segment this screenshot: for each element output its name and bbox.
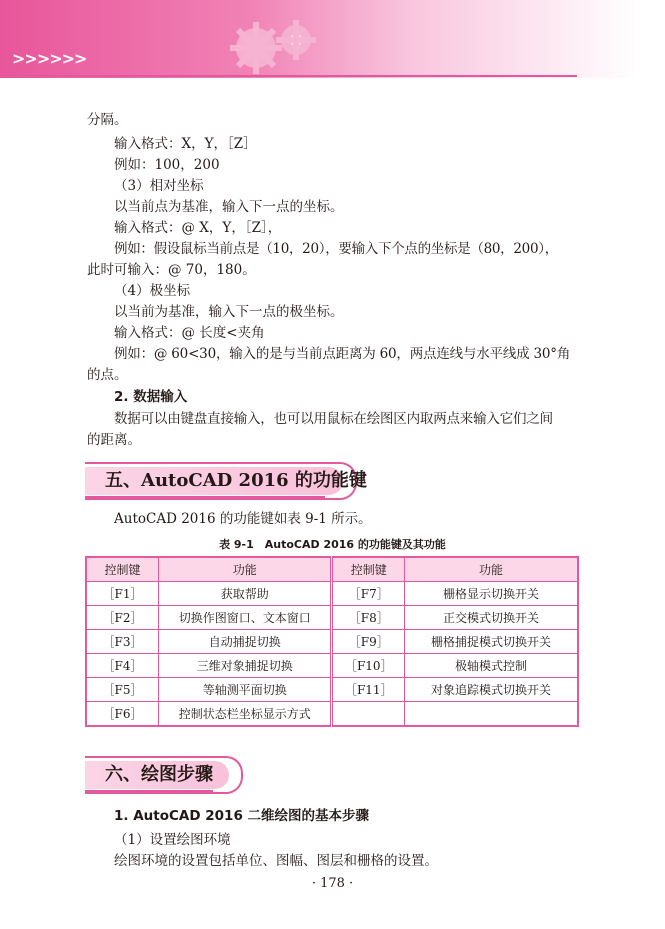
page-header-band (0, 0, 665, 78)
text-line: 例如：100，200 (114, 157, 220, 173)
table-cell: ［F9］ (332, 630, 405, 654)
table-cell: ［F2］ (86, 606, 159, 630)
text-line: 例如：假设鼠标当前点是（10，20），要输入下个点的坐标是（80，200）， (114, 241, 558, 257)
column-header: 功能 (159, 557, 332, 582)
text-line: （3）相对坐标 (114, 178, 204, 194)
table-row (86, 654, 578, 678)
function-key-table (85, 556, 579, 727)
table-cell: 获取帮助 (159, 582, 332, 606)
subheading: 1. AutoCAD 2016 二维绘图的基本步骤 (114, 808, 370, 824)
text-line: 以当前为基准，输入下一点的极坐标。 (114, 304, 344, 320)
table-cell: ［F8］ (332, 606, 405, 630)
section-title: 五、AutoCAD 2016 的功能键 (105, 470, 367, 491)
table-cell: ［F5］ (86, 678, 159, 702)
table-cell: 极轴模式控制 (405, 654, 578, 678)
text-line: （4）极坐标 (114, 283, 191, 299)
table-cell (332, 702, 405, 727)
subheading: 2. 数据输入 (114, 389, 188, 405)
table-row (86, 606, 578, 630)
table-cell: ［F4］ (86, 654, 159, 678)
table-caption: 表 9-1 AutoCAD 2016 的功能键及其功能 (219, 538, 446, 551)
column-header: 控制键 (86, 557, 159, 582)
table-cell: 栅格捕捉模式切换开关 (405, 630, 578, 654)
table-cell: ［F11］ (332, 678, 405, 702)
table-row (86, 678, 578, 702)
table-cell: 自动捕捉切换 (159, 630, 332, 654)
table-cell: 控制状态栏坐标显示方式 (159, 702, 332, 727)
table-row (86, 702, 578, 727)
table-cell: ［F6］ (86, 702, 159, 727)
text-line: 输入格式：@ 长度<夹角 (114, 325, 265, 341)
column-header: 控制键 (332, 557, 405, 582)
section-title: 六、绘图步骤 (105, 764, 213, 785)
table-cell: 栅格显示切换开关 (405, 582, 578, 606)
section-underline (85, 496, 325, 498)
text-line: 的距离。 (87, 432, 141, 448)
page-number: · 178 · (311, 876, 354, 891)
gears-icon (218, 12, 328, 76)
text-line: 例如：@ 60<30，输入的是与当前点距离为 60，两点连线与水平线成 30°角 (114, 346, 571, 362)
text-line: 输入格式：@ X，Y，［Z］， (114, 220, 282, 236)
section-header (85, 756, 243, 794)
table-cell: 等轴测平面切换 (159, 678, 332, 702)
table-cell: ［F3］ (86, 630, 159, 654)
table-row (86, 630, 578, 654)
text-line: 绘图环境的设置包括单位、图幅、图层和栅格的设置。 (114, 853, 438, 869)
table-cell: 三维对象捕捉切换 (159, 654, 332, 678)
text-line: 的点。 (87, 367, 128, 383)
text-line: 输入格式：X，Y，［Z］ (114, 136, 257, 152)
table-cell (405, 702, 578, 727)
section-header (85, 462, 367, 500)
text-line: 数据可以由键盘直接输入，也可以用鼠标在绘图区内取两点来输入它们之间 (114, 411, 553, 427)
table-cell: ［F10］ (332, 654, 405, 678)
header-rule (10, 75, 577, 77)
table-cell: 切换作图窗口、文本窗口 (159, 606, 332, 630)
table-header-row (86, 557, 578, 582)
table-cell: ［F1］ (86, 582, 159, 606)
table-cell: 正交模式切换开关 (405, 606, 578, 630)
table-cell: ［F7］ (332, 582, 405, 606)
text-line: 此时可输入：@ 70，180。 (87, 262, 256, 278)
table-cell: 对象追踪模式切换开关 (405, 678, 578, 702)
text-line: AutoCAD 2016 的功能键如表 9-1 所示。 (114, 511, 372, 527)
section-underline (85, 790, 213, 792)
text-line: 以当前点为基准，输入下一点的坐标。 (114, 199, 344, 215)
table-row (86, 582, 578, 606)
chevron-decoration: >>>>>> (12, 49, 87, 68)
column-header: 功能 (405, 557, 578, 582)
text-line: （1）设置绘图环境 (114, 832, 231, 848)
text-line: 分隔。 (87, 112, 128, 128)
